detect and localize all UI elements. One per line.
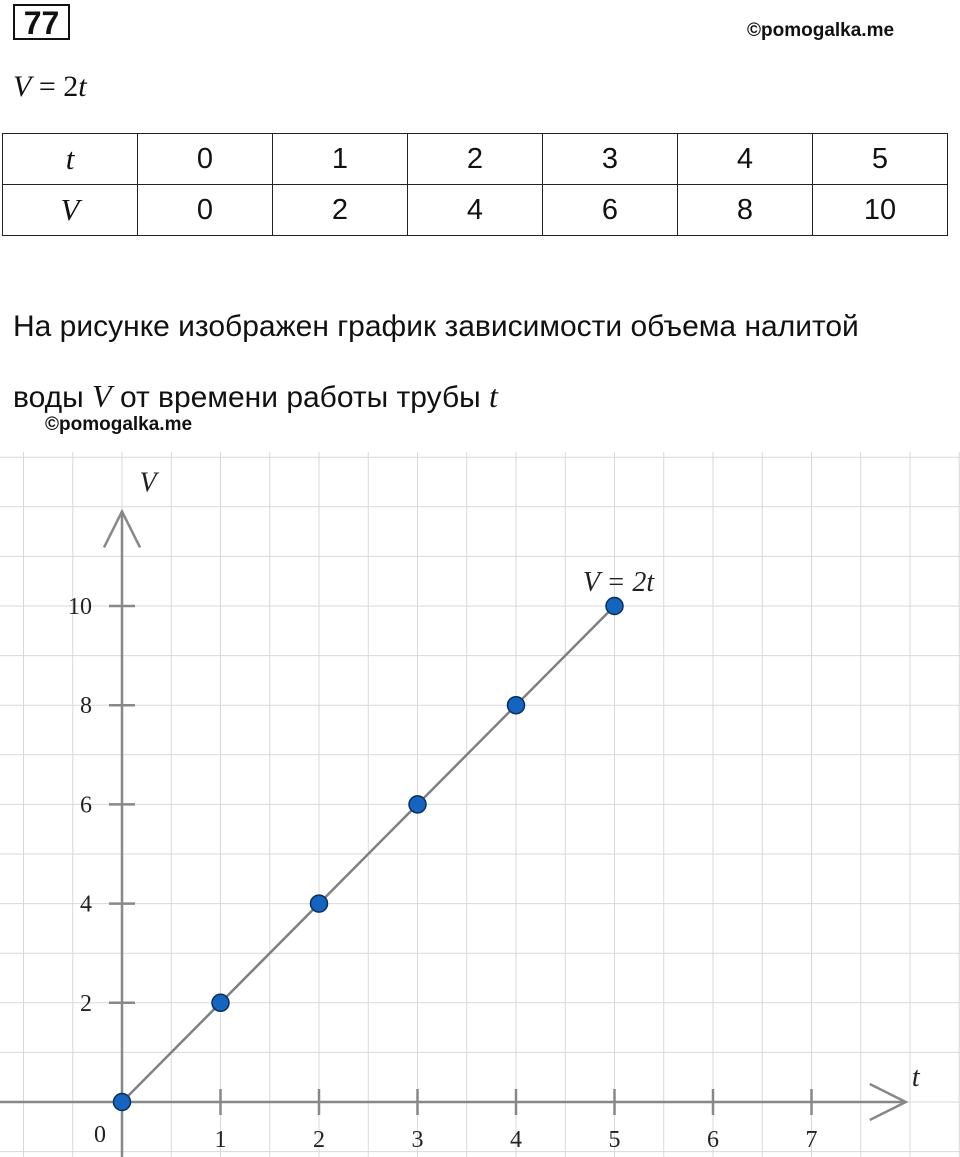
data-point: [606, 598, 623, 615]
table-cell: 3: [543, 134, 678, 185]
table-cell: 2: [273, 185, 408, 236]
y-tick-label: 10: [68, 594, 92, 620]
x-tick-label: 6: [707, 1127, 719, 1153]
line-chart: [0, 452, 960, 1157]
y-tick-label: 2: [80, 990, 92, 1017]
x-tick-label: 2: [313, 1127, 325, 1153]
desc-mid: от времени работы трубы: [119, 381, 481, 414]
table-cell: 6: [543, 185, 678, 236]
table-cell: 2: [408, 134, 543, 185]
table-header-v: V: [3, 185, 138, 236]
table-cell: 4: [408, 185, 543, 236]
table-cell: 5: [813, 134, 948, 185]
table-cell: 0: [138, 185, 273, 236]
y-axis-label: V: [139, 467, 157, 499]
problem-number: 77: [13, 4, 70, 40]
table-cell: 1: [273, 134, 408, 185]
table-cell: 8: [678, 185, 813, 236]
table-row-v: [3, 185, 948, 236]
chart-ticks: [68, 594, 818, 1153]
series-label: V = 2t: [582, 567, 655, 598]
origin-label: 0: [94, 1122, 106, 1148]
table-cell: 4: [678, 134, 813, 185]
formula-rhs-var: t: [78, 70, 87, 103]
y-tick-label: 8: [80, 693, 92, 720]
x-tick-label: 3: [411, 1127, 424, 1153]
desc-word-1: воды: [13, 381, 84, 414]
y-tick-label: 6: [80, 792, 92, 819]
desc-var-v: V: [92, 378, 112, 414]
table-cell: 10: [813, 185, 948, 236]
watermark-top: ©pomogalka.me: [747, 20, 895, 41]
table-row-t: [3, 134, 948, 185]
desc-var-t: t: [489, 378, 498, 414]
chart-grid: [0, 452, 960, 1157]
x-tick-label: 7: [805, 1127, 818, 1153]
data-point: [114, 1094, 131, 1111]
data-point: [311, 895, 328, 912]
data-point: [409, 796, 426, 813]
formula: V = 2t: [13, 70, 87, 103]
y-tick-label: 4: [80, 891, 92, 918]
x-tick-label: 5: [608, 1127, 621, 1153]
data-point: [508, 697, 525, 714]
chart-axes: [0, 511, 906, 1157]
table-cell: 0: [138, 134, 273, 185]
watermark-chart: ©pomogalka.me: [45, 414, 193, 435]
x-tick-label: 1: [214, 1127, 227, 1153]
description-line-2: [13, 378, 498, 415]
formula-var: V: [13, 70, 32, 103]
formula-coef: 2: [63, 70, 79, 103]
chart-labels: [94, 467, 921, 1148]
description-line-1: На рисунке изображен график зависимости объема налитой: [13, 310, 859, 343]
values-table: [2, 133, 948, 236]
table-header-t: t: [3, 134, 138, 185]
x-axis-label: t: [911, 1062, 920, 1093]
data-point: [212, 994, 229, 1011]
x-tick-label: 4: [510, 1127, 522, 1153]
